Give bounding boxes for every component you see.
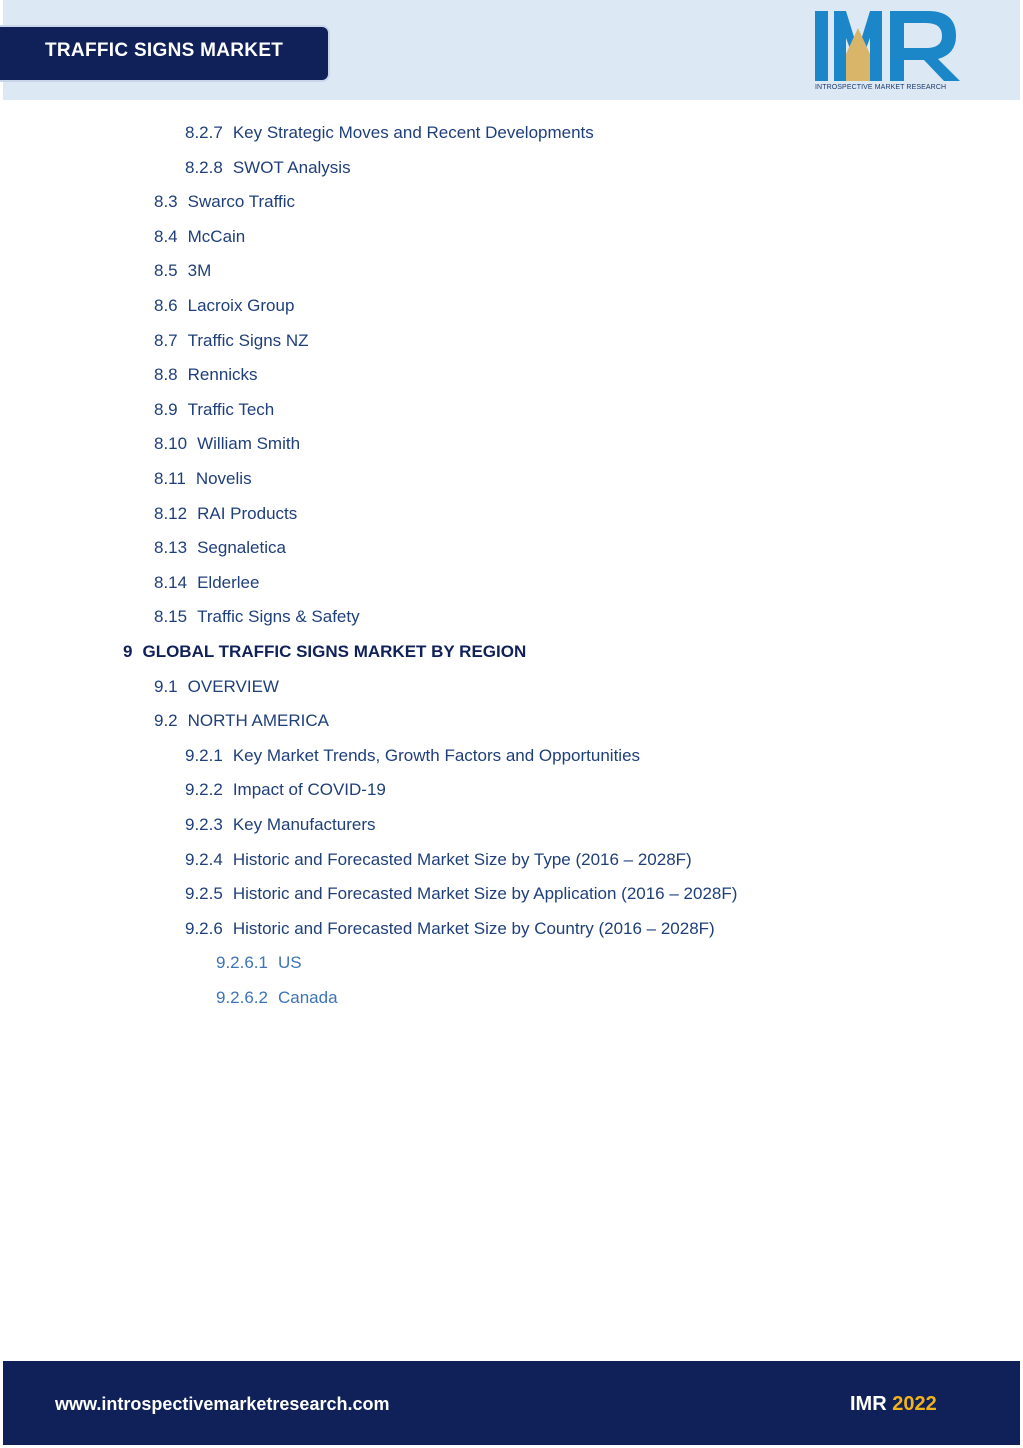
toc-entry-title: Traffic Signs NZ <box>187 330 309 350</box>
footer-year: 2022 <box>892 1393 937 1415</box>
toc-entry-number: 9.2 <box>154 711 178 731</box>
toc-entry-number: 9.2.3 <box>185 815 223 834</box>
toc-entry[interactable] <box>185 118 594 148</box>
toc-entry-number: 9.2.1 <box>185 745 223 765</box>
toc-entry-number: 8.4 <box>154 226 178 246</box>
toc-entry-title: Historic and Forecasted Market Size by Type (2016 – 2028F) <box>232 849 692 869</box>
toc-entry[interactable] <box>154 326 309 356</box>
toc-entry-title: Rennicks <box>187 365 258 385</box>
footer-brand-year <box>850 1393 937 1416</box>
toc-entry-number: 8.6 <box>154 296 178 315</box>
toc-entry-title: RAI Products <box>197 503 298 523</box>
toc-entry-title: Impact of COVID-19 <box>232 780 386 800</box>
toc-entry-number: 8.12 <box>154 503 188 523</box>
toc-entry-number: 8.14 <box>154 572 188 592</box>
toc-entry-title: Elderlee <box>197 572 260 592</box>
toc-entry-number: 8.2.7 <box>185 123 223 142</box>
toc-entry[interactable] <box>185 914 715 944</box>
imr-logo <box>810 8 965 96</box>
toc-entry-title: 3M <box>187 261 212 281</box>
toc-entry[interactable] <box>185 845 692 875</box>
toc-entry-number: 8.10 <box>154 434 188 454</box>
toc-entry-title: Traffic Signs & Safety <box>197 607 360 627</box>
toc-entry-title: Historic and Forecasted Market Size by Application (2016 – 2028F) <box>232 884 738 904</box>
toc-entry-title: NORTH AMERICA <box>187 711 330 731</box>
footer-website-link[interactable]: www.introspectivemarketresearch.com <box>55 1394 390 1414</box>
toc-entry-number: 9.2.2 <box>185 780 223 800</box>
toc-entry[interactable] <box>154 360 258 390</box>
toc-entry-number: 8.15 <box>154 607 188 627</box>
toc-entry[interactable] <box>154 499 297 529</box>
toc-entry[interactable] <box>216 983 338 1013</box>
toc-entry[interactable] <box>216 948 302 978</box>
toc-entry-number: 8.5 <box>154 261 178 281</box>
toc-entry-title: SWOT Analysis <box>232 157 351 177</box>
toc-entry-title: Key Strategic Moves and Recent Developments <box>232 123 594 142</box>
toc-entry-number: 8.7 <box>154 330 178 350</box>
toc-entry[interactable] <box>154 464 252 494</box>
toc-entry[interactable] <box>154 672 279 702</box>
toc-entry-title: McCain <box>187 226 246 246</box>
toc-entry[interactable] <box>185 775 386 805</box>
toc-entry-number: 8.8 <box>154 365 178 385</box>
report-title-tab <box>0 27 328 80</box>
toc-entry-title: GLOBAL TRAFFIC SIGNS MARKET BY REGION <box>142 642 527 661</box>
toc-entry-title: Segnaletica <box>197 538 286 558</box>
toc-entry-title: Swarco Traffic <box>187 192 296 212</box>
report-title: TRAFFIC SIGNS MARKET <box>45 40 284 61</box>
toc-entry[interactable] <box>185 741 640 771</box>
toc-entry-title: Canada <box>278 988 338 1007</box>
toc-entry-number: 9.2.6 <box>185 918 223 938</box>
toc-entry-title: Key Market Trends, Growth Factors and Opportunities <box>232 745 641 765</box>
toc-entry[interactable] <box>154 395 274 425</box>
toc-entry[interactable] <box>154 187 295 217</box>
toc-entry-number: 8.2.8 <box>185 157 223 177</box>
toc-entry-number: 9.1 <box>154 676 178 696</box>
toc-entry-title: Key Manufacturers <box>232 815 376 834</box>
logo-caption: INTROSPECTIVE MARKET RESEARCH <box>815 84 947 91</box>
toc-entry-title: Historic and Forecasted Market Size by Country (2016 – 2028F) <box>232 918 715 938</box>
toc-entry[interactable] <box>154 568 259 598</box>
toc-entry[interactable] <box>185 153 351 183</box>
toc-entry-title: Lacroix Group <box>187 296 295 315</box>
toc-entry[interactable] <box>185 810 376 840</box>
toc-entry-title: Novelis <box>195 469 252 488</box>
toc-entry[interactable] <box>154 706 329 736</box>
toc-entry-number: 9.2.6.2 <box>216 988 268 1007</box>
toc-entry[interactable] <box>154 429 300 459</box>
toc-entry-number: 8.9 <box>154 399 178 419</box>
toc-entry-number: 9.2.5 <box>185 884 223 904</box>
toc-entry-number: 9.2.4 <box>185 849 223 869</box>
toc-entry[interactable] <box>154 222 245 252</box>
toc-entry[interactable] <box>154 602 360 632</box>
toc-entry[interactable] <box>185 879 737 909</box>
toc-entry[interactable] <box>154 256 211 286</box>
toc-entry-number: 8.13 <box>154 538 188 558</box>
toc-entry-title: William Smith <box>197 434 301 454</box>
toc-entry-number: 8.11 <box>154 469 186 488</box>
footer-brand: IMR <box>850 1393 887 1415</box>
toc-entry[interactable] <box>154 291 294 321</box>
toc-entry-title: US <box>278 953 302 973</box>
toc-entry-title: OVERVIEW <box>187 676 279 696</box>
toc-entry-number: 9 <box>123 642 133 661</box>
toc-entry[interactable] <box>123 637 526 667</box>
toc-entry-number: 8.3 <box>154 192 178 212</box>
toc-entry-number: 9.2.6.1 <box>216 953 268 973</box>
toc-entry-title: Traffic Tech <box>187 399 275 419</box>
toc-entry[interactable] <box>154 533 286 563</box>
footer-bar <box>3 1361 1020 1445</box>
